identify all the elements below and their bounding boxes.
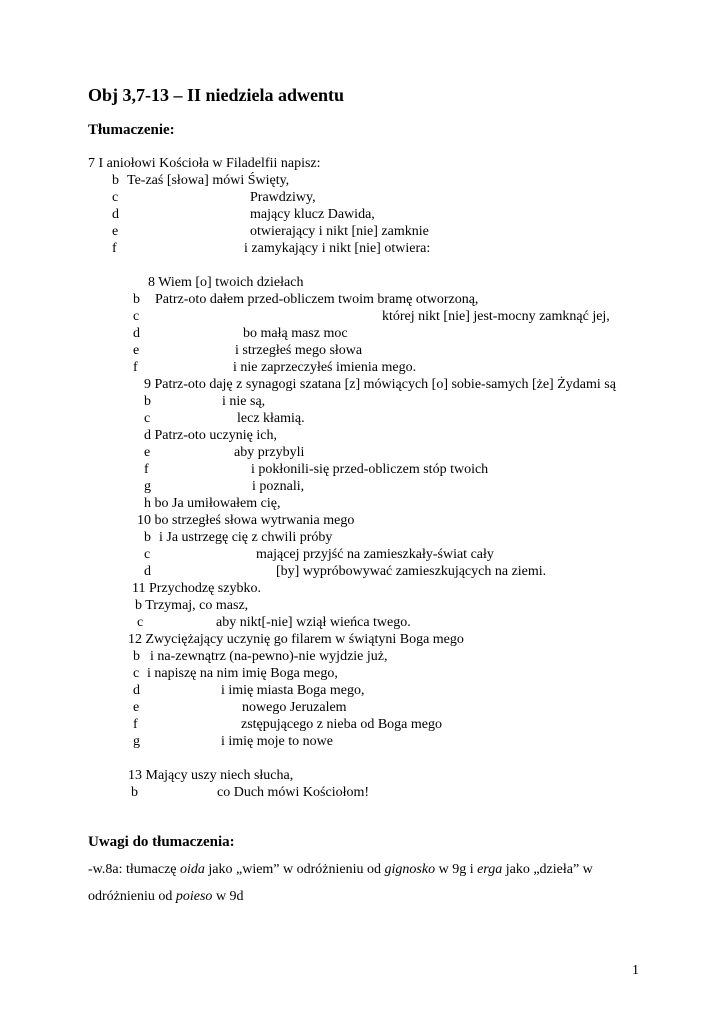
verse-line: f i zamykający i nikt [nie] otwiera: (112, 241, 431, 256)
verse-line: b Patrz-oto dałem przed-obliczem twoim bramę otworzoną, (133, 292, 479, 307)
verse-line: 11 Przychodzę szybko. (132, 581, 261, 596)
verse-line: d mający klucz Dawida, (112, 207, 375, 222)
verse-line: e nowego Jeruzalem (133, 700, 347, 715)
notes-heading: Uwagi do tłumaczenia: (88, 834, 235, 850)
verse-line: c mającej przyjść na zamieszkały-świat cały (144, 547, 494, 562)
verse-line: 12 Zwyciężający uczynię go filarem w świątyni Boga mego (128, 632, 464, 647)
translation-heading: Tłumaczenie: (88, 122, 175, 138)
verse-line: c Prawdziwy, (112, 190, 316, 205)
verse-line: c której nikt [nie] jest-mocny zamknąć jej, (133, 309, 610, 324)
document-title: Obj 3,7-13 – II niedziela adwentu (88, 85, 345, 105)
verse-line: f i pokłonili-się przed-obliczem stóp twoich (144, 462, 489, 477)
verse-line: b co Duch mówi Kościołom! (131, 785, 370, 800)
verse-line: b i nie są, (144, 394, 266, 409)
verse-line: f i nie zaprzeczyłeś imienia mego. (133, 360, 417, 375)
verse-line: g i imię moje to nowe (133, 734, 333, 749)
verse-line: d [by] wypróbowywać zamieszkujących na ziemi. (144, 564, 547, 579)
verse-line: 8 Wiem [o] twoich dziełach (148, 275, 304, 290)
verse-line: c i napiszę na nim imię Boga mego, (133, 666, 338, 681)
verse-line: h bo Ja umiłowałem cię, (144, 496, 281, 511)
verse-line: 10 bo strzegłeś słowa wytrwania mego (137, 513, 355, 528)
verse-line: g i poznali, (144, 479, 305, 494)
verse-line: c lecz kłamią. (144, 411, 305, 426)
verse-line: b i Ja ustrzegę cię z chwili próby (144, 530, 333, 545)
verse-line: 7 I aniołowi Kościoła w Filadelfii napisz: (88, 156, 321, 171)
verse-line: c aby nikt[-nie] wziął wieńca twego. (137, 615, 411, 630)
verse-line: e otwierający i nikt [nie] zamknie (112, 224, 429, 239)
note-paragraph-line: odróżnieniu od poieso w 9d (88, 889, 244, 904)
verse-line: 13 Mający uszy niech słucha, (128, 768, 294, 783)
note-paragraph-line: -w.8a: tłumaczę oida jako „wiem” w odróżnieniu od gignosko w 9g i erga jako „dzieła” w (88, 862, 593, 877)
verse-line: 9 Patrz-oto daję z synagogi szatana [z] mówiących [o] sobie-samych [że] Żydami są (144, 377, 616, 392)
verse-line: d Patrz-oto uczynię ich, (144, 428, 277, 443)
verse-line: e aby przybyli (144, 445, 305, 460)
verse-line: d i imię miasta Boga mego, (133, 683, 365, 698)
verse-line: d bo małą masz moc (133, 326, 348, 341)
verse-line: e i strzegłeś mego słowa (133, 343, 363, 358)
page-number: 1 (632, 963, 639, 978)
verse-line: b Trzymaj, co masz, (135, 598, 249, 613)
verse-line: b Te-zaś [słowa] mówi Święty, (112, 173, 290, 188)
verse-line: b i na-zewnątrz (na-pewno)-nie wyjdzie już, (133, 649, 388, 664)
verse-line: f zstępującego z nieba od Boga mego (133, 717, 442, 732)
